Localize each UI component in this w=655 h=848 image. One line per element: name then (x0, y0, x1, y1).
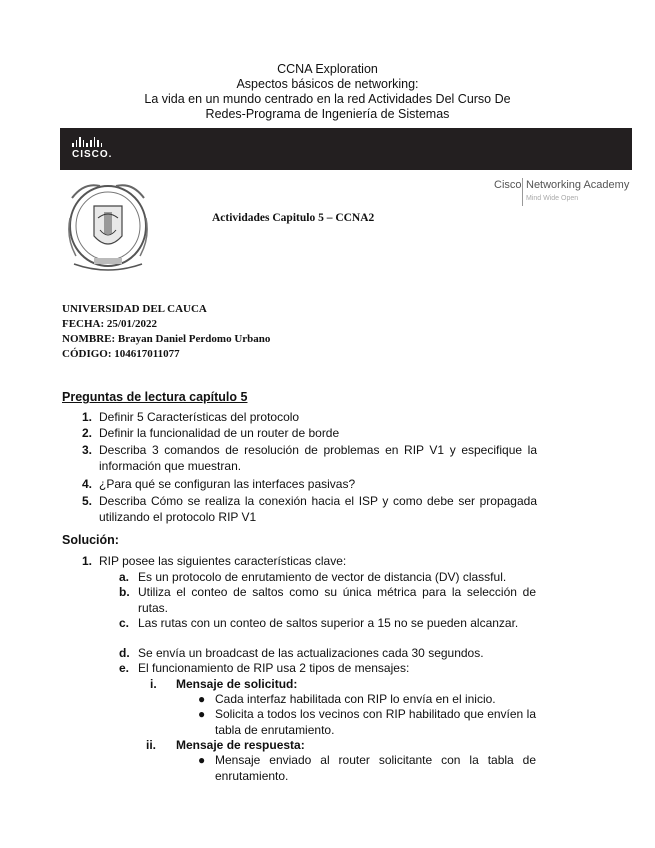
student-info (62, 302, 270, 362)
header-line-3: La vida en un mundo centrado en la red Actividades Del Curso De (144, 92, 511, 106)
cisco-logo (72, 137, 112, 160)
bullet-icon: ● (198, 707, 206, 721)
na-name-text: Networking Academy (526, 179, 630, 191)
sub-item-letter: e. (119, 661, 130, 675)
sub-item-letter: c. (119, 616, 130, 630)
university-seal (64, 178, 152, 278)
message-number: i. (150, 677, 157, 691)
question-number: 5. (82, 494, 93, 508)
sub-item-text: Es un protocolo de enrutamiento de vector de distancia (DV) classful. (138, 570, 507, 584)
questions-title: Preguntas de lectura capítulo 5 (62, 390, 248, 404)
header-line-4: Redes-Programa de Ingeniería de Sistemas (205, 107, 450, 121)
sub-item-letter: d. (119, 646, 130, 660)
info-code: CÓDIGO: 104617011077 (62, 348, 180, 360)
bullet-text: Mensaje enviado al router solicitante con la tabla de enrutamiento. (215, 753, 536, 783)
sub-item-text: Utiliza el conteo de saltos como su única métrica para la selección de rutas. (138, 585, 536, 615)
message-number: ii. (146, 738, 157, 752)
cisco-banner (60, 128, 632, 170)
na-tagline: Mind Wide Open (526, 195, 579, 202)
sub-item-text: Se envía un broadcast de las actualizaciones cada 30 segundos. (138, 646, 484, 660)
cisco-logo-text: CISCO. (72, 149, 113, 160)
question-text: Definir la funcionalidad de un router de borde (99, 426, 340, 440)
question-number: 1. (82, 410, 93, 424)
message-title: Mensaje de respuesta: (176, 738, 305, 752)
info-date: FECHA: 25/01/2022 (62, 318, 158, 330)
sub-item-text: Las rutas con un conteo de saltos superior a 15 no se pueden alcanzar. (138, 616, 519, 630)
solution-item-number: 1. (82, 554, 93, 568)
solution-item-text: RIP posee las siguientes características clave: (99, 554, 347, 568)
question-text: ¿Para qué se configuran las interfaces pasivas? (99, 477, 356, 491)
bullet-text: Cada interfaz habilitada con RIP lo envía en el inicio. (215, 692, 496, 706)
info-university: UNIVERSIDAD DEL CAUCA (62, 303, 207, 315)
na-cisco-text: Cisco (494, 179, 522, 191)
question-text: Definir 5 Características del protocolo (99, 410, 300, 424)
sub-item-letter: b. (119, 585, 130, 599)
info-name: NOMBRE: Brayan Daniel Perdomo Urbano (62, 333, 271, 345)
question-text: Describa Cómo se realiza la conexión hacia el ISP y como debe ser propagada utilizando el protocolo RIP V1 (99, 494, 537, 524)
question-number: 4. (82, 477, 93, 491)
document-header (0, 62, 655, 122)
message-title: Mensaje de solicitud: (176, 677, 298, 691)
bullet-icon: ● (198, 692, 206, 706)
solution-title: Solución: (62, 533, 119, 547)
activity-title: Actividades Capitulo 5 – CCNA2 (212, 212, 375, 224)
sub-item-letter: a. (119, 570, 130, 584)
question-text: Describa 3 comandos de resolución de problemas en RIP V1 y especifique la información que muestran. (99, 443, 537, 473)
header-line-1: CCNA Exploration (277, 62, 378, 76)
question-number: 3. (82, 443, 93, 457)
question-number: 2. (82, 426, 93, 440)
header-line-2: Aspectos básicos de networking: (236, 77, 419, 91)
cisco-bars-icon (72, 137, 112, 147)
na-separator (522, 178, 523, 206)
bullet-text: Solicita a todos los vecinos con RIP habilitado que envíen la tabla de enrutamiento. (215, 707, 536, 737)
bullet-icon: ● (198, 753, 206, 767)
networking-academy-logo (484, 178, 630, 208)
seal-icon (64, 178, 152, 278)
sub-item-text: El funcionamiento de RIP usa 2 tipos de mensajes: (138, 661, 410, 675)
